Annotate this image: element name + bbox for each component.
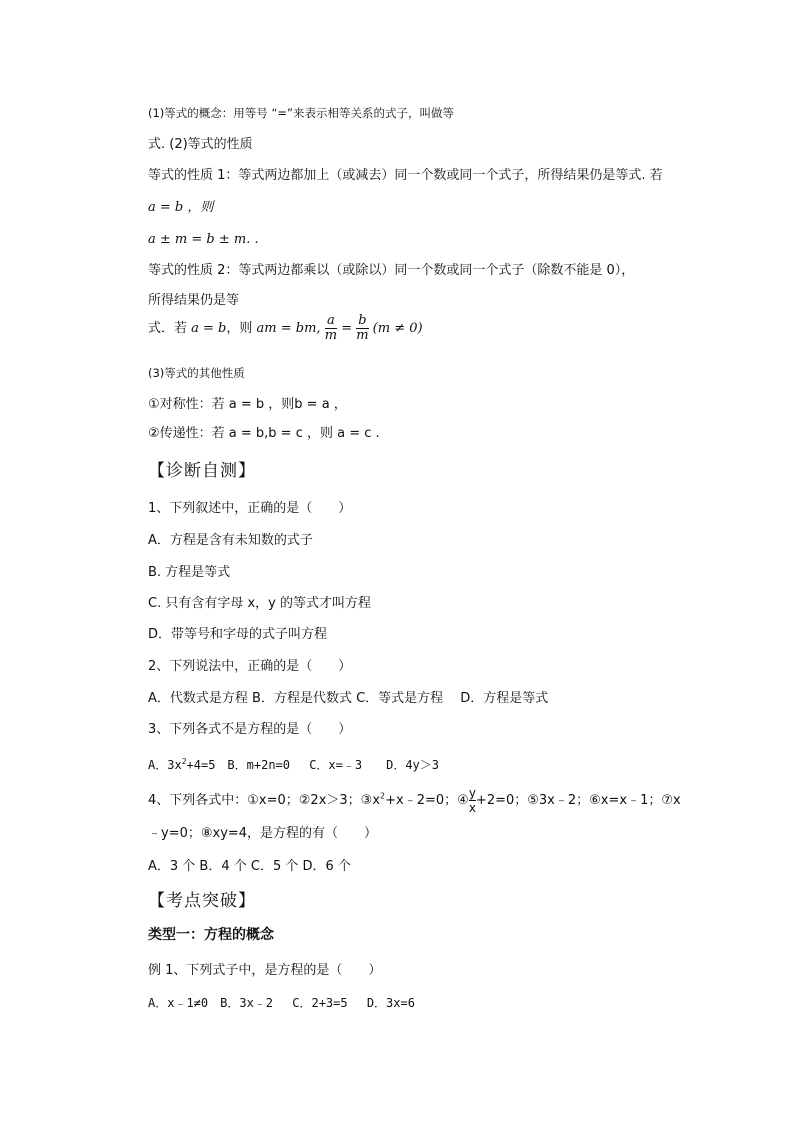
example-1: 例 1、下列式子中，是方程的是（ ）: [148, 963, 382, 978]
property-2-text-2: 所得结果仍是等: [148, 293, 240, 308]
q4-mid: +x﹣2=0；④: [385, 793, 469, 808]
type-1-heading: 类型一：方程的概念: [148, 927, 274, 943]
fraction-numerator: y: [468, 786, 476, 800]
fraction-denominator: m: [324, 328, 338, 343]
question-4: [148, 786, 681, 815]
fraction-b-over-m: [356, 314, 368, 343]
formula-condition: (m ≠ 0): [372, 321, 423, 336]
fraction-a-over-m: [325, 314, 337, 343]
question-1-option-b: B. 方程是等式: [148, 565, 231, 580]
transitive-property: ②传递性：若 a = b,b = c ，则 a = c .: [148, 426, 380, 441]
question-4-line-2: ﹣y=0；⑧xy=4，是方程的有（ ）: [148, 826, 378, 841]
question-3: 3、下列各式不是方程的是（ ）: [148, 722, 352, 737]
property-1-result: a ± m = b ± m. .: [148, 232, 259, 247]
example-1-options: A．x﹣1≠0 B．3x﹣2 C．2+3=5 D．3x=6: [148, 996, 415, 1010]
question-1: 1、下列叙述中，正确的是（ ）: [148, 501, 352, 516]
question-3-options: [148, 753, 439, 774]
concept-line-1: (1)等式的概念：用等号 “=”来表示相等关系的式子，叫做等: [148, 106, 454, 120]
formula-then: ，则: [226, 321, 257, 336]
formula-equals: =: [341, 321, 353, 336]
question-4-options: A．3 个 B．4 个 C．5 个 D．6 个: [148, 859, 351, 874]
fraction-numerator: a: [326, 313, 335, 328]
question-2-options: A．代数式是方程 B．方程是代数式 C．等式是方程 D．方程是等式: [148, 691, 549, 706]
symmetric-property: ①对称性：若 a = b ，则b = a ，: [148, 397, 347, 412]
property-1-condition: a = b ，则: [148, 200, 214, 215]
question-1-option-c: C. 只有含有字母 x，y 的等式才叫方程: [148, 596, 371, 611]
question-1-option-a: A．方程是含有未知数的式子: [148, 533, 313, 548]
section-heading-breakthrough: 【考点突破】: [148, 891, 256, 911]
formula-am-bm: am = bm,: [256, 321, 321, 336]
formula-prefix: 式．若: [148, 321, 192, 336]
q4-suffix: +2=0；⑤3x﹣2；⑥x=x﹣1；⑦x: [475, 793, 681, 808]
property-1-text: 等式的性质 1：等式两边都加上（或减去）同一个数或同一个式子，所得结果仍是等式. 若: [148, 168, 663, 183]
property-2-text: 等式的性质 2：等式两边都乘以（或除以）同一个数或同一个式子（除数不能是 0），: [148, 263, 635, 278]
fraction-denominator: m: [356, 328, 369, 343]
property-2-formula: [148, 314, 423, 343]
other-properties-title: (3)等式的其他性质: [148, 366, 245, 380]
question-2: 2、下列说法中，正确的是（ ）: [148, 659, 352, 674]
concept-line-2: 式. (2)等式的性质: [148, 137, 253, 152]
q3-options-rest: +4=5 B．m+2n=0 C．x=﹣3 D．4y＞3: [186, 758, 440, 772]
q3-option-a: A．3x: [148, 758, 182, 772]
fraction-denominator: x: [468, 801, 476, 815]
q4-prefix: 4、下列各式中：①x=0；②2x＞3；③x: [148, 793, 381, 808]
question-1-option-d: D．带等号和字母的式子叫方程: [148, 627, 328, 642]
fraction-numerator: b: [358, 313, 367, 328]
formula-a-eq-b: a = b: [191, 321, 227, 336]
section-heading-self-test: 【诊断自测】: [148, 461, 256, 481]
q4-superscript: 2: [380, 791, 386, 801]
q4-fraction: [469, 786, 476, 815]
q3-superscript: 2: [181, 757, 187, 766]
